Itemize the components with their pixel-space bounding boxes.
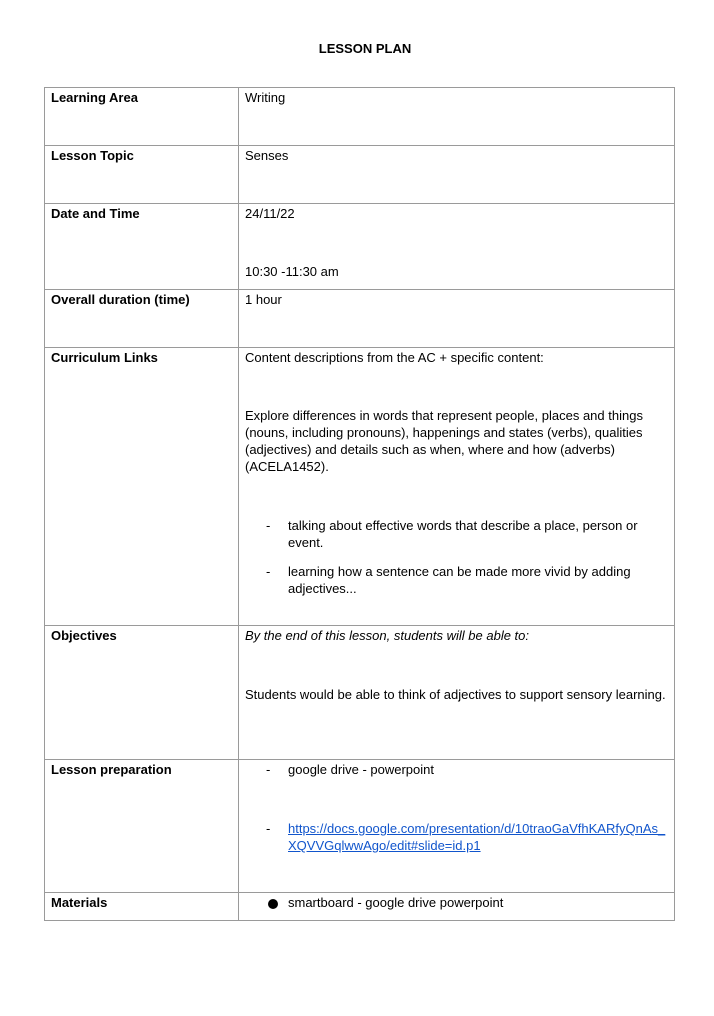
learning-area-value: Writing bbox=[239, 88, 675, 146]
dash-marker: - bbox=[266, 518, 271, 533]
duration-value: 1 hour bbox=[239, 290, 675, 348]
objectives-value bbox=[239, 626, 675, 760]
row-lesson-preparation bbox=[45, 760, 675, 893]
row-lesson-topic bbox=[45, 146, 675, 204]
objectives-text: Students would be able to think of adjectives to support sensory learning. bbox=[245, 687, 666, 702]
row-learning-area bbox=[45, 88, 675, 146]
curriculum-bullets bbox=[245, 517, 668, 597]
materials-item-text: smartboard - google drive powerpoint bbox=[288, 895, 504, 910]
dash-marker: - bbox=[266, 821, 271, 836]
lesson-plan-table bbox=[44, 87, 675, 921]
learning-area-label: Learning Area bbox=[45, 88, 239, 146]
curriculum-description: Explore differences in words that represent people, places and things (nouns, including pronouns), happenings and states (verbs), qualities (adjectives) and details such as when, where and how (adverbs) (ACELA1452). bbox=[245, 408, 643, 474]
dash-marker: - bbox=[266, 762, 271, 777]
objectives-label: Objectives bbox=[45, 626, 239, 760]
row-duration bbox=[45, 290, 675, 348]
materials-label: Materials bbox=[45, 893, 239, 921]
date-text: 24/11/22 bbox=[245, 206, 295, 221]
curriculum-intro: Content descriptions from the AC + specific content: bbox=[245, 350, 544, 365]
curriculum-links-label: Curriculum Links bbox=[45, 348, 239, 626]
curriculum-links-value bbox=[239, 348, 675, 626]
objectives-intro: By the end of this lesson, students will be able to: bbox=[245, 628, 530, 643]
preparation-item-text: google drive - powerpoint bbox=[288, 762, 434, 777]
lesson-topic-value: Senses bbox=[239, 146, 675, 204]
dash-marker: - bbox=[266, 564, 271, 579]
time-text: 10:30 -11:30 am bbox=[245, 264, 339, 279]
row-date-time bbox=[45, 204, 675, 290]
bullet-dot-icon bbox=[268, 899, 278, 909]
row-materials bbox=[45, 893, 675, 921]
preparation-bullets bbox=[245, 761, 668, 854]
curriculum-bullet-text: learning how a sentence can be made more vivid by adding adjectives... bbox=[288, 564, 631, 596]
date-time-value bbox=[239, 204, 675, 290]
materials-bullets bbox=[245, 894, 668, 911]
page-title: LESSON PLAN bbox=[318, 41, 412, 56]
list-item bbox=[245, 761, 668, 778]
date-time-label: Date and Time bbox=[45, 204, 239, 290]
list-item bbox=[245, 517, 668, 551]
materials-value bbox=[239, 893, 675, 921]
presentation-link[interactable]: https://docs.google.com/presentation/d/10traoGaVfhKARfyQnAs_XQVVGqlwwAgo/edit#slide=id.p1 bbox=[288, 821, 666, 853]
list-item bbox=[245, 563, 668, 597]
lesson-preparation-value bbox=[239, 760, 675, 893]
duration-label: Overall duration (time) bbox=[45, 290, 239, 348]
lesson-topic-label: Lesson Topic bbox=[45, 146, 239, 204]
curriculum-bullet-text: talking about effective words that describe a place, person or event. bbox=[288, 518, 638, 550]
row-curriculum-links bbox=[45, 348, 675, 626]
row-objectives bbox=[45, 626, 675, 760]
list-item bbox=[245, 894, 668, 911]
lesson-preparation-label: Lesson preparation bbox=[45, 760, 239, 893]
list-item[interactable] bbox=[245, 820, 668, 854]
